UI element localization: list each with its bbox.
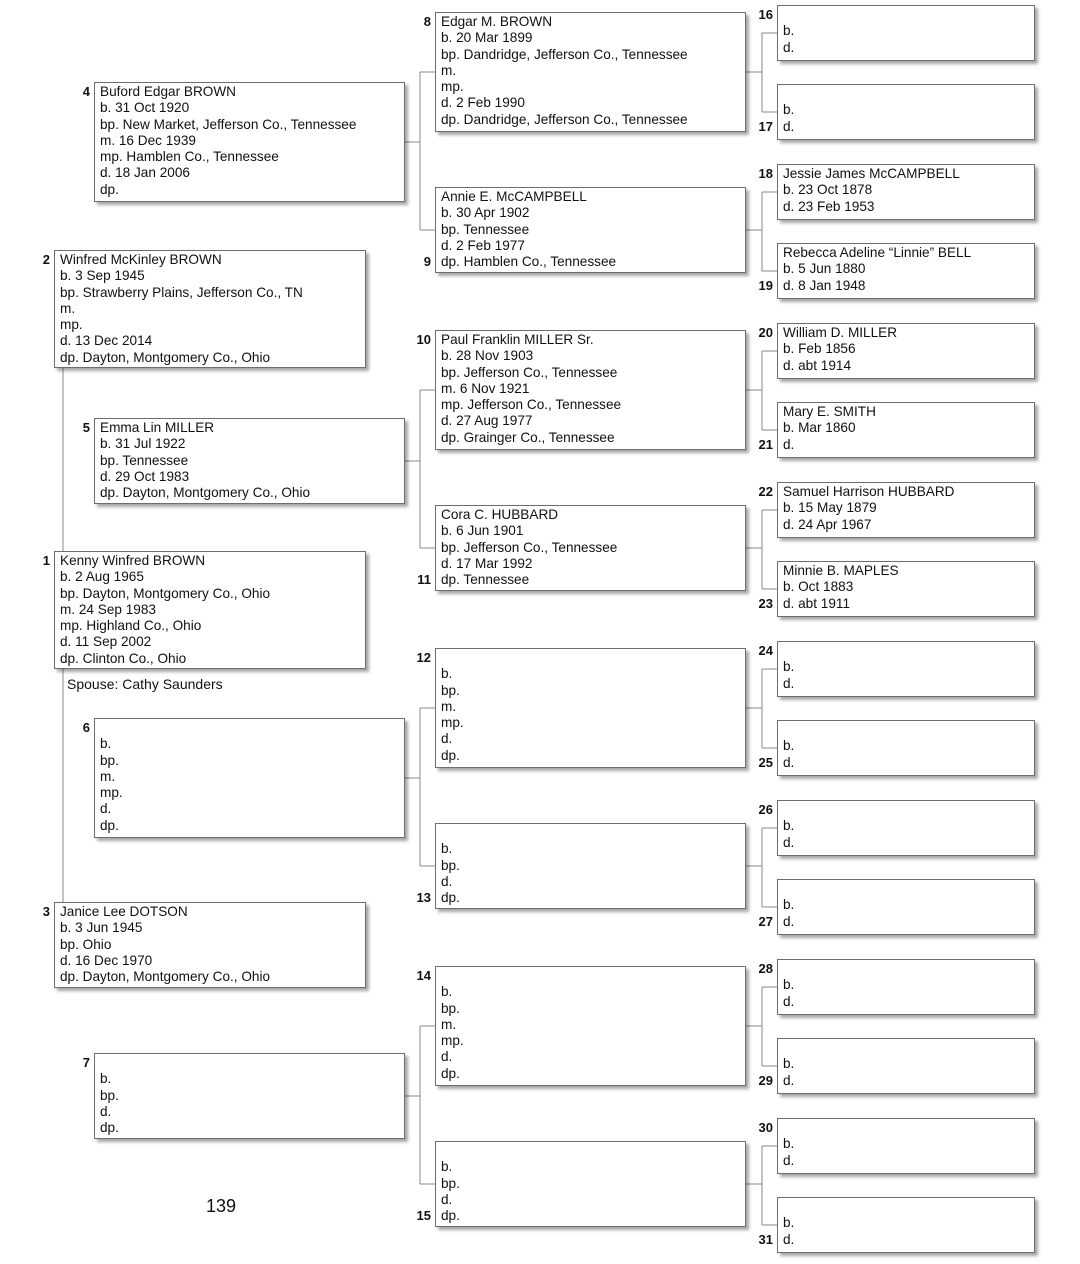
person-detail: bp. xyxy=(441,1000,460,1016)
person-box-19 xyxy=(777,243,1035,299)
person-detail: b. xyxy=(783,738,795,754)
person-name xyxy=(441,1143,745,1159)
person-detail: d. 27 Aug 1977 xyxy=(441,413,533,429)
person-box-18 xyxy=(777,164,1035,220)
person-detail: b. 6 Jun 1901 xyxy=(441,523,524,539)
person-detail: d. 11 Sep 2002 xyxy=(60,634,152,650)
person-detail: d. xyxy=(441,1191,453,1207)
person-detail: m. xyxy=(100,768,116,784)
person-detail: b. 2 Aug 1965 xyxy=(60,569,144,585)
person-detail: mp. xyxy=(100,785,123,801)
person-detail: b. xyxy=(783,897,795,913)
person-detail: mp. xyxy=(441,1033,464,1049)
person-detail: b. xyxy=(783,1056,795,1072)
person-name xyxy=(783,881,1034,897)
person-detail: b. Feb 1856 xyxy=(783,341,856,357)
person-box-29 xyxy=(777,1038,1035,1094)
person-detail: d. 18 Jan 2006 xyxy=(100,165,190,181)
person-name: Paul Franklin MILLER Sr. xyxy=(441,332,594,347)
person-detail: m. xyxy=(441,62,457,78)
person-detail: dp. Tennessee xyxy=(441,572,530,588)
person-detail: d. xyxy=(783,834,795,850)
person-name: Annie E. McCAMPBELL xyxy=(441,189,587,204)
person-detail: d. xyxy=(783,1152,795,1168)
person-detail: dp. xyxy=(441,890,460,906)
person-detail: bp. Strawberry Plains, Jefferson Co., TN xyxy=(60,284,303,300)
person-box-16 xyxy=(777,5,1035,61)
person-number-12: 12 xyxy=(416,650,431,665)
person-detail: bp. Tennessee xyxy=(441,221,530,237)
person-number-15: 15 xyxy=(416,1208,431,1224)
person-name xyxy=(441,650,745,666)
person-number-16: 16 xyxy=(758,7,773,22)
person-number-8: 8 xyxy=(423,14,431,29)
person-number-21: 21 xyxy=(758,436,773,452)
person-name: Jessie James McCAMPBELL xyxy=(783,166,960,181)
person-detail: b. 20 Mar 1899 xyxy=(441,30,533,46)
person-box-28 xyxy=(777,959,1035,1015)
person-detail: bp. xyxy=(441,682,460,698)
person-box-15 xyxy=(435,1141,746,1227)
person-name: Mary E. SMITH xyxy=(783,404,876,419)
person-detail: dp. Hamblen Co., Tennessee xyxy=(441,254,617,270)
person-detail: d. xyxy=(441,1049,453,1065)
person-detail: d. xyxy=(783,754,795,770)
person-name: Cora C. HUBBARD xyxy=(441,507,559,522)
person-detail: b. 31 Oct 1920 xyxy=(100,100,190,116)
person-detail: d. 2 Feb 1990 xyxy=(441,95,525,111)
person-detail: b. xyxy=(783,1215,795,1231)
person-box-9 xyxy=(435,187,746,273)
person-name: Samuel Harrison HUBBARD xyxy=(783,484,955,499)
person-detail: d. xyxy=(783,436,795,452)
person-box-2 xyxy=(54,250,366,368)
person-name: William D. MILLER xyxy=(783,325,898,340)
person-detail: b. xyxy=(441,1159,453,1175)
person-detail: d. xyxy=(783,993,795,1009)
person-name xyxy=(783,86,1034,102)
person-detail: b. xyxy=(783,102,795,118)
person-name xyxy=(783,7,1034,23)
person-box-4 xyxy=(94,82,405,202)
person-name: Emma Lin MILLER xyxy=(100,420,215,435)
person-detail: dp. Dayton, Montgomery Co., Ohio xyxy=(100,485,311,501)
person-detail: b. 28 Nov 1903 xyxy=(441,348,534,364)
person-number-26: 26 xyxy=(758,802,773,817)
person-detail: d. xyxy=(783,118,795,134)
person-detail: mp. Jefferson Co., Tennessee xyxy=(441,397,622,413)
person-detail: bp. Tennessee xyxy=(100,452,189,468)
person-name xyxy=(783,722,1034,738)
person-detail: b. xyxy=(783,977,795,993)
person-box-30 xyxy=(777,1118,1035,1174)
person-box-27 xyxy=(777,879,1035,935)
person-detail: b. 3 Jun 1945 xyxy=(60,920,143,936)
person-number-10: 10 xyxy=(416,332,431,347)
person-number-25: 25 xyxy=(758,754,773,770)
person-box-25 xyxy=(777,720,1035,776)
person-detail: dp. xyxy=(441,1208,460,1224)
person-box-17 xyxy=(777,84,1035,140)
person-detail: d. 29 Oct 1983 xyxy=(100,468,190,484)
person-name xyxy=(100,720,404,736)
person-detail: d. xyxy=(783,1231,795,1247)
person-box-14 xyxy=(435,966,746,1086)
person-detail: d. xyxy=(441,731,453,747)
person-detail: d. 23 Feb 1953 xyxy=(783,198,875,214)
person-detail: b. xyxy=(441,841,453,857)
person-box-11 xyxy=(435,505,746,591)
person-name: Winfred McKinley BROWN xyxy=(60,252,222,267)
person-detail: mp. Hamblen Co., Tennessee xyxy=(100,149,279,165)
person-box-3 xyxy=(54,902,366,988)
person-detail: m. 6 Nov 1921 xyxy=(441,380,530,396)
person-name xyxy=(783,1199,1034,1215)
person-number-4: 4 xyxy=(82,84,90,99)
page-number: 139 xyxy=(206,1196,237,1216)
person-number-30: 30 xyxy=(758,1120,773,1135)
person-detail: d. abt 1911 xyxy=(783,595,851,611)
person-detail: dp. Dayton, Montgomery Co., Ohio xyxy=(60,349,271,365)
person-detail: b. xyxy=(441,666,453,682)
person-name xyxy=(783,1040,1034,1056)
person-number-18: 18 xyxy=(758,166,773,181)
person-name xyxy=(783,643,1034,659)
person-detail: bp. Jefferson Co., Tennessee xyxy=(441,539,618,555)
person-detail: bp. xyxy=(100,752,119,768)
person-number-5: 5 xyxy=(82,420,90,435)
person-detail: dp. xyxy=(100,181,119,197)
person-detail: b. xyxy=(783,818,795,834)
person-detail: bp. Jefferson Co., Tennessee xyxy=(441,364,618,380)
person-box-1 xyxy=(54,551,366,669)
person-detail: dp. Clinton Co., Ohio xyxy=(60,650,187,666)
person-detail: d. xyxy=(441,873,453,889)
person-box-23 xyxy=(777,561,1035,617)
person-name: Rebecca Adeline “Linnie” BELL xyxy=(783,245,972,260)
person-detail: mp. xyxy=(441,715,464,731)
person-detail: d. xyxy=(100,801,112,817)
person-name: Edgar M. BROWN xyxy=(441,14,553,29)
person-detail: b. 3 Sep 1945 xyxy=(60,268,145,284)
person-detail: d. 24 Apr 1967 xyxy=(783,516,872,532)
person-detail: dp. xyxy=(100,1120,119,1136)
person-detail: bp. Ohio xyxy=(60,936,112,952)
person-detail: dp. xyxy=(441,1065,460,1081)
person-number-28: 28 xyxy=(758,961,773,976)
person-detail: d. 13 Dec 2014 xyxy=(60,333,153,349)
person-detail: b. xyxy=(783,1136,795,1152)
person-detail: d. 8 Jan 1948 xyxy=(783,277,866,293)
person-box-13 xyxy=(435,823,746,909)
person-detail: b. xyxy=(100,1071,112,1087)
person-box-7 xyxy=(94,1053,405,1139)
person-detail: bp. New Market, Jefferson Co., Tennessee xyxy=(100,116,357,132)
person-name: Kenny Winfred BROWN xyxy=(60,553,206,568)
person-detail: d. xyxy=(783,913,795,929)
person-detail: mp. xyxy=(60,317,83,333)
person-box-20 xyxy=(777,323,1035,379)
person-detail: b. 15 May 1879 xyxy=(783,500,877,516)
person-detail: dp. Dayton, Montgomery Co., Ohio xyxy=(60,969,271,985)
person-box-12 xyxy=(435,648,746,768)
person-number-2: 2 xyxy=(42,252,50,267)
person-name: Janice Lee DOTSON xyxy=(60,904,188,919)
person-detail: b. 5 Jun 1880 xyxy=(783,261,866,277)
person-detail: mp. Highland Co., Ohio xyxy=(60,618,202,634)
person-number-29: 29 xyxy=(758,1072,773,1088)
person-detail: b. Mar 1860 xyxy=(783,420,856,436)
person-detail: b. 23 Oct 1878 xyxy=(783,182,873,198)
person-number-11: 11 xyxy=(417,572,431,588)
person-number-24: 24 xyxy=(758,643,773,658)
person-box-24 xyxy=(777,641,1035,697)
person-detail: m. xyxy=(60,300,76,316)
person-detail: b. 30 Apr 1902 xyxy=(441,205,530,221)
person-detail: bp. xyxy=(441,1175,460,1191)
person-number-23: 23 xyxy=(758,595,773,611)
person-detail: m. 16 Dec 1939 xyxy=(100,132,196,148)
person-detail: d. 2 Feb 1977 xyxy=(441,237,525,253)
person-detail: d. xyxy=(783,675,795,691)
person-detail: b. xyxy=(783,23,795,39)
person-detail: d. xyxy=(100,1103,112,1119)
person-detail: dp. Dandridge, Jefferson Co., Tennessee xyxy=(441,111,688,127)
person-box-6 xyxy=(94,718,405,838)
person-number-13: 13 xyxy=(416,890,431,906)
person-box-8 xyxy=(435,12,746,132)
person-name: Buford Edgar BROWN xyxy=(100,84,236,99)
person-detail: b. xyxy=(441,984,453,1000)
person-box-22 xyxy=(777,482,1035,538)
person-name xyxy=(441,968,745,984)
person-detail: b. xyxy=(100,736,112,752)
person-detail: d. abt 1914 xyxy=(783,357,852,373)
person-detail: b. Oct 1883 xyxy=(783,579,854,595)
person-number-31: 31 xyxy=(758,1231,773,1247)
person-number-27: 27 xyxy=(758,913,773,929)
person-detail: dp. Grainger Co., Tennessee xyxy=(441,429,615,445)
person-box-31 xyxy=(777,1197,1035,1253)
person-name xyxy=(100,1055,404,1071)
person-number-22: 22 xyxy=(758,484,773,499)
person-number-17: 17 xyxy=(758,118,773,134)
person-box-21 xyxy=(777,402,1035,458)
person-detail: d. 16 Dec 1970 xyxy=(60,952,153,968)
person-number-20: 20 xyxy=(758,325,773,340)
person-detail: d. xyxy=(783,1072,795,1088)
person-detail: dp. xyxy=(100,817,119,833)
person-number-3: 3 xyxy=(42,904,50,919)
person-box-5 xyxy=(94,418,405,504)
person-box-26 xyxy=(777,800,1035,856)
person-detail: mp. xyxy=(441,79,464,95)
person-detail: m. xyxy=(441,698,457,714)
person-detail: bp. xyxy=(441,857,460,873)
person-name xyxy=(783,961,1034,977)
person-detail: dp. xyxy=(441,747,460,763)
person-detail: m. xyxy=(441,1016,457,1032)
person-detail: bp. Dayton, Montgomery Co., Ohio xyxy=(60,585,271,601)
person-name xyxy=(783,1120,1034,1136)
person-name xyxy=(783,802,1034,818)
person-box-10 xyxy=(435,330,746,450)
person-name xyxy=(441,825,745,841)
person-detail: d. 17 Mar 1992 xyxy=(441,555,533,571)
person-detail: bp. xyxy=(100,1087,119,1103)
person-number-7: 7 xyxy=(82,1055,90,1070)
person-detail: b. xyxy=(783,659,795,675)
person-detail: b. 31 Jul 1922 xyxy=(100,436,186,452)
person-number-9: 9 xyxy=(423,254,431,270)
person-detail: bp. Dandridge, Jefferson Co., Tennessee xyxy=(441,46,688,62)
person-number-1: 1 xyxy=(42,553,50,568)
person-detail: m. 24 Sep 1983 xyxy=(60,601,156,617)
spouse-label: Spouse: Cathy Saunders xyxy=(67,676,223,692)
person-detail: d. xyxy=(783,39,795,55)
person-number-6: 6 xyxy=(82,720,90,735)
person-number-19: 19 xyxy=(758,277,773,293)
person-name: Minnie B. MAPLES xyxy=(783,563,899,578)
person-number-14: 14 xyxy=(416,968,431,983)
